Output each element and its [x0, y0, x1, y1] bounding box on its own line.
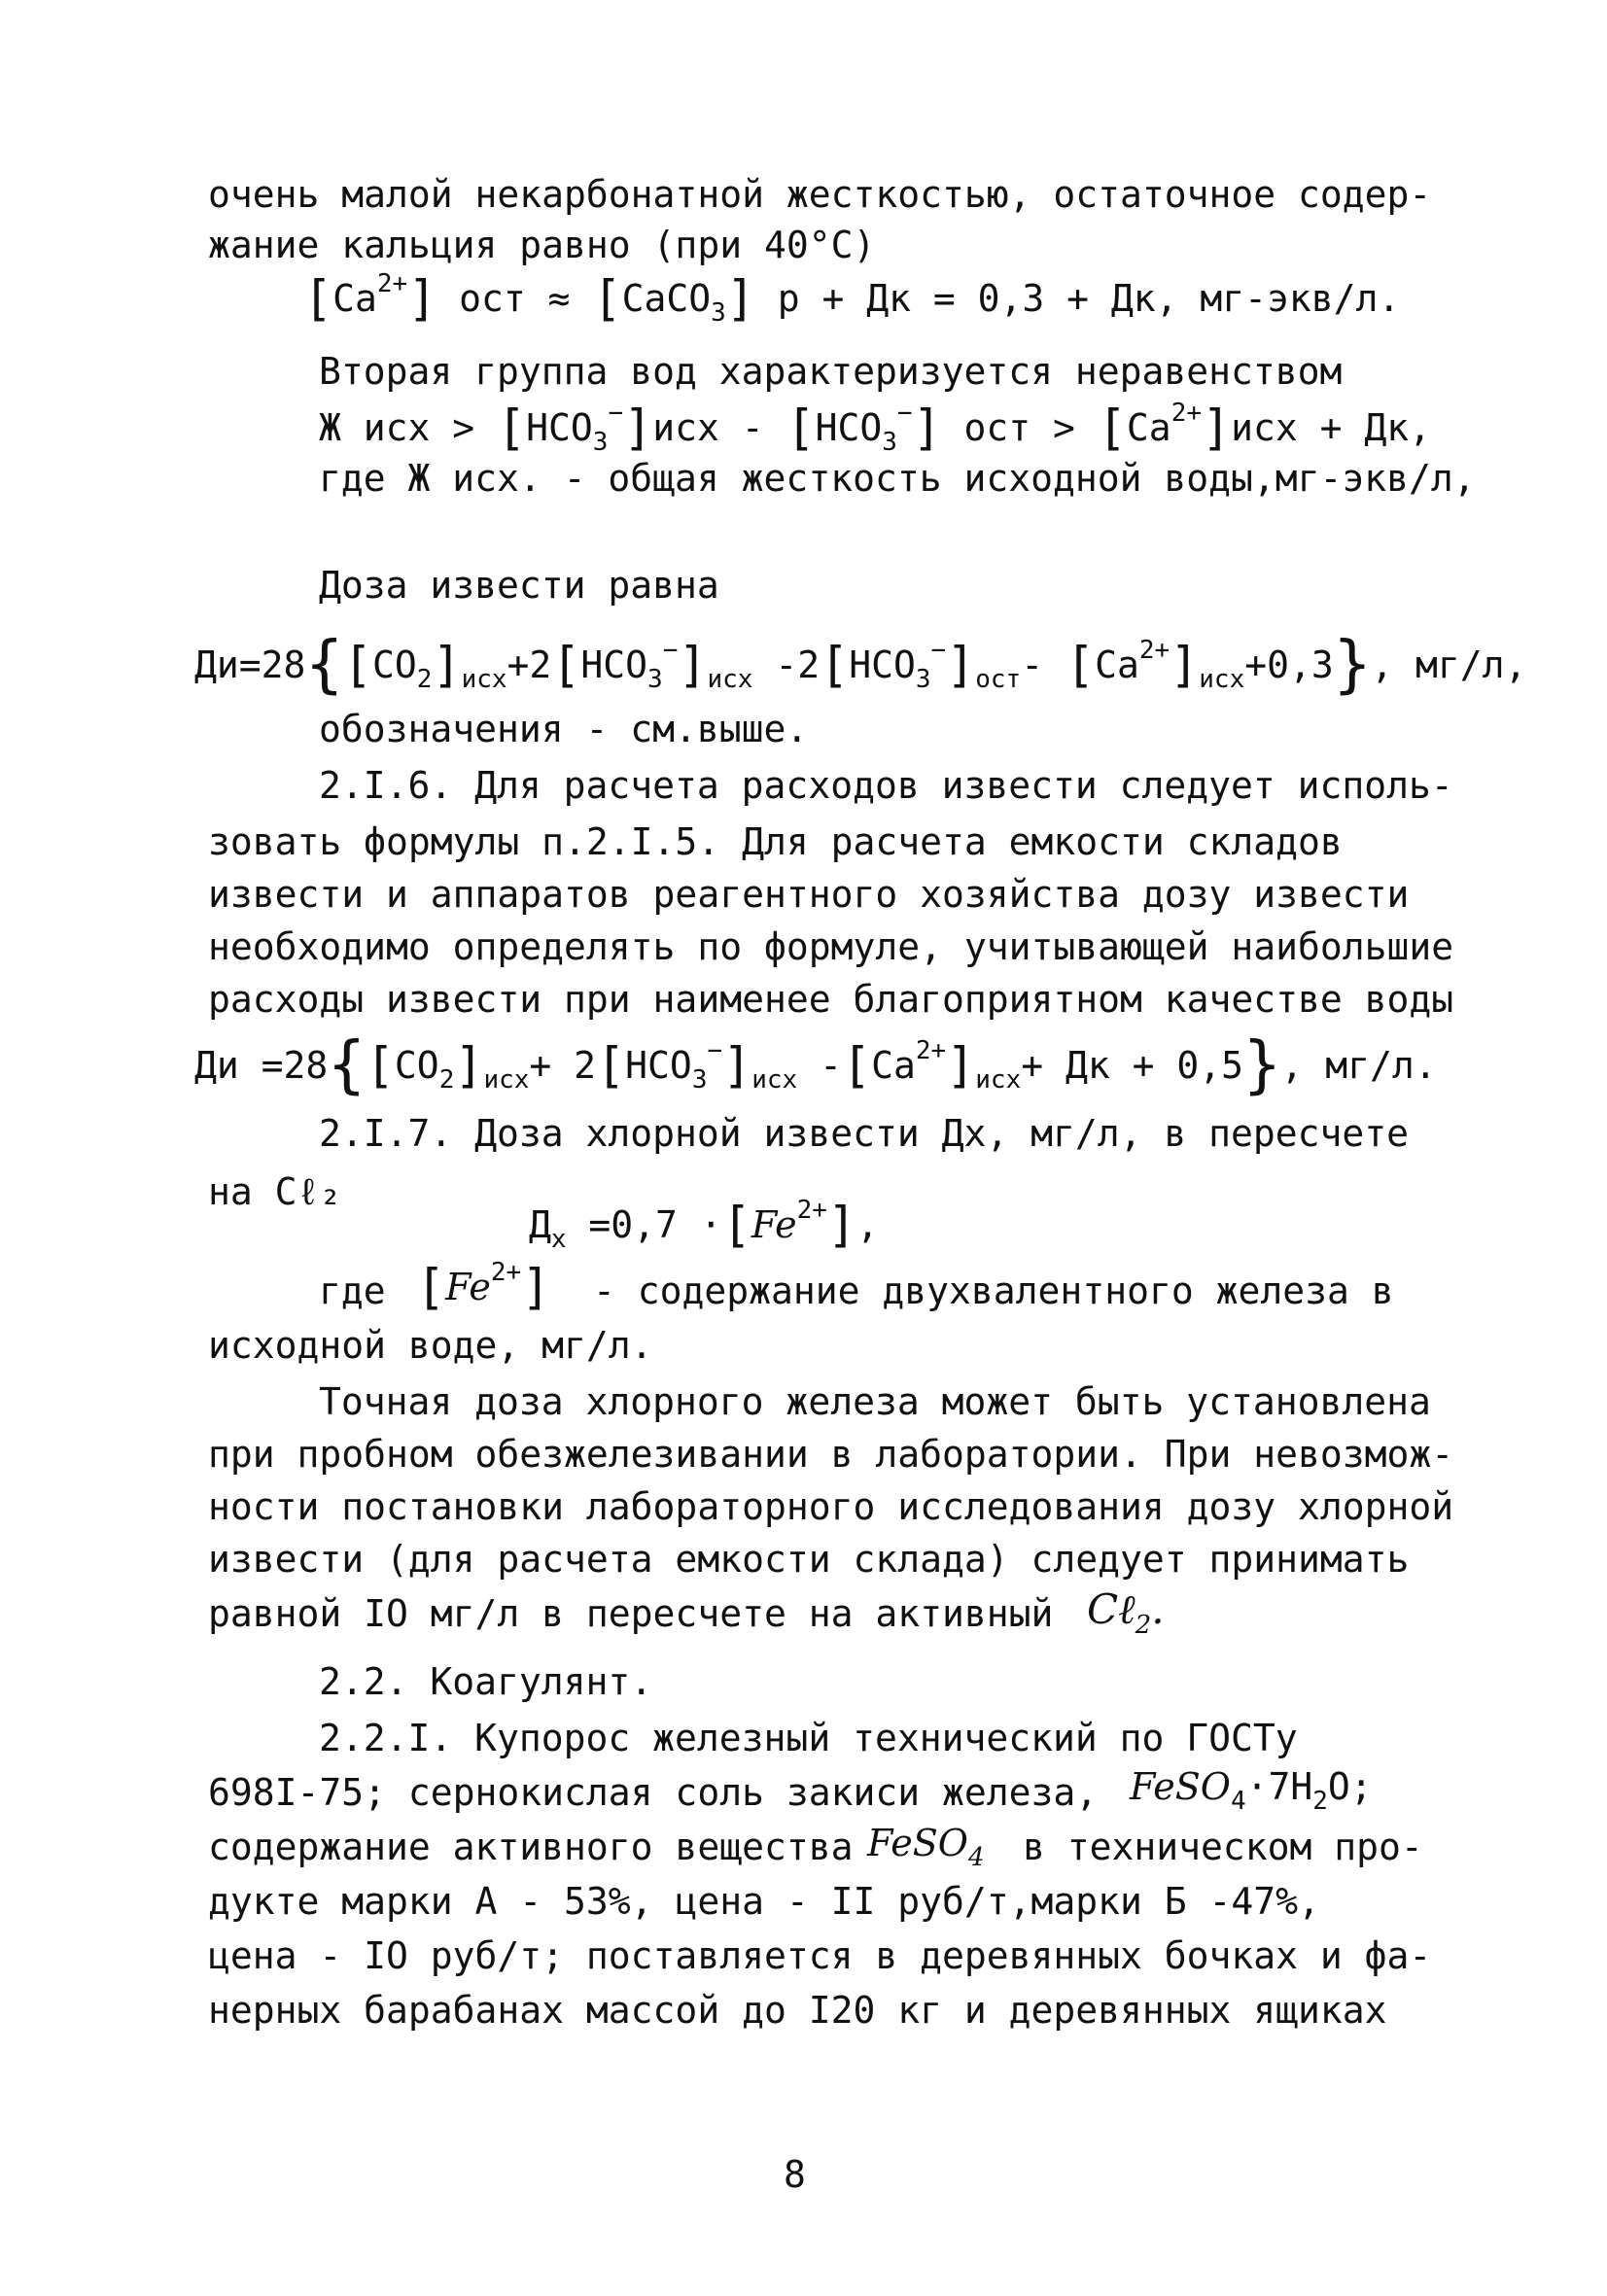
formula-ca-residual: $[Ca^{2+}]$ ост ≈ [CaCO$_3$] р + Дк = 0,3 + Дк, мг-экв/л. [303, 269, 1401, 328]
formula-lime-dose-2: Ди $=28\{[CO_2]_{исх}+ 2[HCO_3^-]_{исх}$ $-[Ca^{2+}]_{исх}+$ Дк + 0,5}, мг/л. [194, 1029, 1437, 1101]
text-line: дукте марки А - 53%, цена - II руб/т,марки Б -47%, [208, 1880, 1320, 1923]
text-line: извести (для расчета емкости склада) следует принимать [208, 1538, 1410, 1581]
text-line: 2.I.7. Доза хлорной извести Дх, мг/л, в пересчете [319, 1112, 1410, 1155]
text-line: обозначения - см.выше. [319, 708, 809, 750]
text-line: Вторая группа вод характеризуется неравенством [319, 350, 1343, 393]
formula-lime-dose-1: $Ди=28\{[CO_2]_{исх}+2[HCO_3^-]_{исх}$ $-2[HCO_3^-]_{ост}-$ $[Ca^{2+}]_{исх}+0,3$}, мг/л, [194, 629, 1527, 701]
text-line: жание кальция равно (при 40°С) [208, 224, 876, 266]
text-line: нерных барабанах массой до I20 кг и деревянных ящиках [208, 1989, 1387, 2032]
text-line: зовать формулы п.2.I.5. Для расчета емкости складов [208, 820, 1343, 863]
formula-cl2-symbol: Сℓ$_2$. [1087, 1585, 1165, 1640]
page-number: 8 [784, 2153, 806, 2196]
formula-chlorine-dose: $Д_х =0,7 \cdot[Fe^{2+}]$, [529, 1196, 879, 1254]
text-line: 2.I.6. Для расчета расходов извести следует исполь- [319, 764, 1453, 807]
text-line: Точная доза хлорного железа может быть установлена [319, 1380, 1431, 1423]
text-line: 698I-75; сернокислая соль закиси железа, [208, 1771, 1099, 1814]
text-line: очень малой некарбонатной жесткостью, остаточное содер- [208, 173, 1432, 216]
formula-feso4: FeSO$_4$ [867, 1822, 985, 1872]
text-line: расходы извести при наименее благоприятном качестве воды [208, 978, 1454, 1021]
text-line: при пробном обезжелезивании в лаборатории. При невозмож- [208, 1433, 1454, 1476]
text-line: исходной воде, мг/л. [208, 1324, 653, 1367]
text-line: извести и аппаратов реагентного хозяйства дозу извести [208, 873, 1410, 916]
section-heading: 2.2. Коагулянт. [319, 1660, 653, 1703]
text-line: на Сℓ₂ [208, 1170, 342, 1213]
text-line: содержание активного вещества [208, 1826, 854, 1868]
text-line: где [319, 1270, 386, 1312]
text-line: равной IO мг/л в пересчете на активный [208, 1592, 1054, 1635]
text-line: цена - IO руб/т; поставляется в деревянных бочках и фа- [208, 1934, 1432, 1977]
formula-feso4-hydrate: $FeSO_4\cdot 7H_2O$; [1130, 1765, 1373, 1816]
text-line: в техническом про- [1023, 1826, 1423, 1868]
text-line: Доза извести равна [319, 564, 719, 607]
text-line: ности постановки лабораторного исследования дозу хлорной [208, 1485, 1454, 1528]
text-line: - содержание двухвалентного железа в [593, 1270, 1394, 1312]
text-line: 2.2.I. Купорос железный технический по ГОСТу [319, 1717, 1298, 1759]
formula-inequality: Ж исх > $[HCO_3^-]исх - [HCO_3^-]$ ост > $[Ca^{2+}]исх$ + Дк, [319, 399, 1432, 457]
text-line: где Ж исх. - общая жесткость исходной воды,мг-экв/л, [319, 457, 1476, 500]
text-line: необходимо определять по формуле, учитывающей наибольшие [208, 925, 1454, 968]
formula-fe-symbol: $[Fe^{2+}]$ [416, 1258, 551, 1315]
